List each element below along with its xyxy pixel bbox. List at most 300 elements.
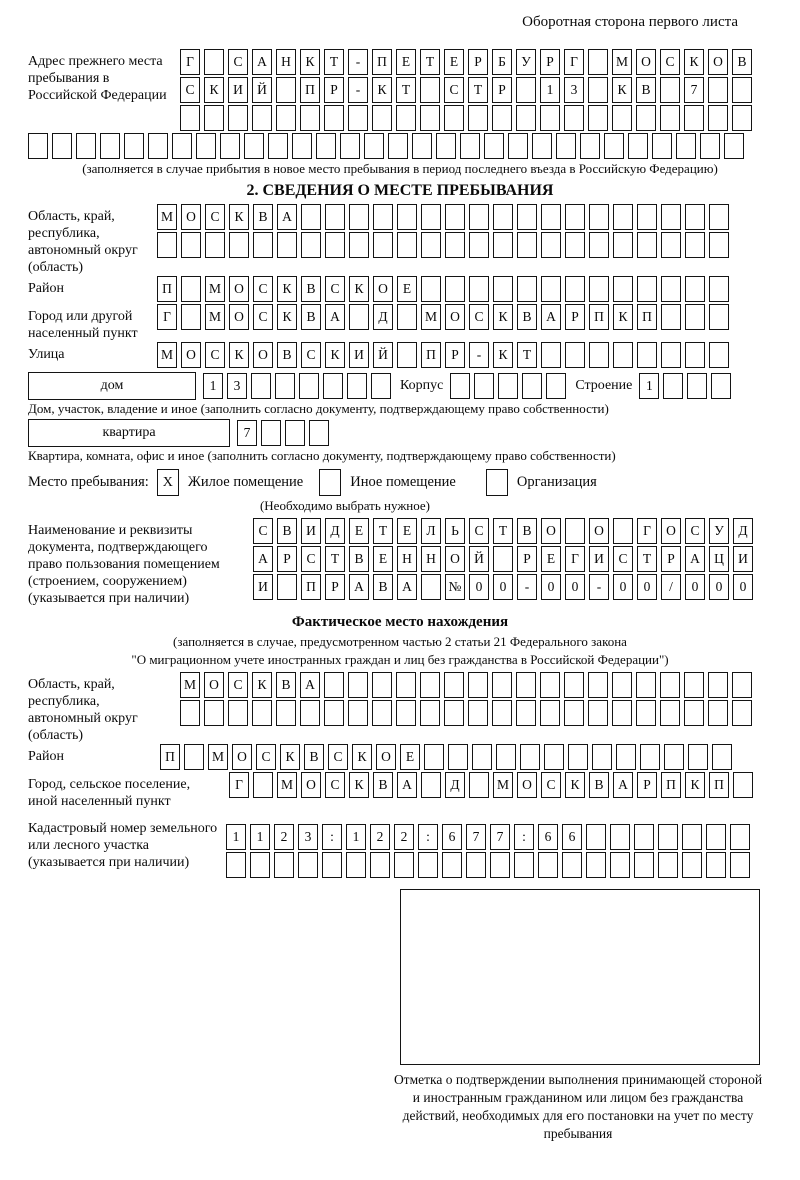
char-cell[interactable]: Г <box>229 772 249 798</box>
char-cell[interactable] <box>520 744 540 770</box>
char-cell[interactable] <box>634 852 654 878</box>
char-cell[interactable] <box>708 77 728 103</box>
char-cell[interactable]: В <box>301 276 321 302</box>
char-cell[interactable]: К <box>565 772 585 798</box>
char-cell[interactable] <box>250 852 270 878</box>
char-cell[interactable] <box>490 852 510 878</box>
char-cell[interactable] <box>468 672 488 698</box>
char-cell[interactable]: О <box>232 744 252 770</box>
char-cell[interactable]: М <box>612 49 632 75</box>
char-cell[interactable]: 3 <box>564 77 584 103</box>
char-cell[interactable] <box>517 232 537 258</box>
char-cell[interactable] <box>564 105 584 131</box>
char-cell[interactable] <box>421 772 441 798</box>
char-cell[interactable]: П <box>709 772 729 798</box>
char-cell[interactable]: И <box>301 518 321 544</box>
char-cell[interactable] <box>181 232 201 258</box>
char-cell[interactable] <box>514 852 534 878</box>
char-cell[interactable] <box>372 672 392 698</box>
char-cell[interactable]: С <box>256 744 276 770</box>
char-cell[interactable]: 0 <box>493 574 513 600</box>
char-cell[interactable]: 1 <box>226 824 246 850</box>
char-cell[interactable]: Е <box>400 744 420 770</box>
char-cell[interactable] <box>636 105 656 131</box>
char-cell[interactable] <box>28 133 48 159</box>
char-cell[interactable] <box>685 304 705 330</box>
char-cell[interactable]: С <box>444 77 464 103</box>
char-cell[interactable]: О <box>445 304 465 330</box>
char-cell[interactable]: М <box>277 772 297 798</box>
char-cell[interactable]: : <box>322 824 342 850</box>
char-cell[interactable] <box>661 276 681 302</box>
char-cell[interactable]: Е <box>541 546 561 572</box>
char-cell[interactable] <box>588 700 608 726</box>
char-cell[interactable]: К <box>685 772 705 798</box>
char-cell[interactable] <box>684 672 704 698</box>
char-cell[interactable] <box>637 276 657 302</box>
char-cell[interactable]: М <box>180 672 200 698</box>
char-cell[interactable] <box>348 672 368 698</box>
char-cell[interactable] <box>588 105 608 131</box>
char-cell[interactable] <box>100 133 120 159</box>
char-cell[interactable] <box>613 518 633 544</box>
char-cell[interactable]: О <box>661 518 681 544</box>
char-cell[interactable] <box>685 204 705 230</box>
char-cell[interactable] <box>541 232 561 258</box>
char-cell[interactable] <box>300 105 320 131</box>
char-cell[interactable] <box>450 373 470 399</box>
char-cell[interactable] <box>445 204 465 230</box>
char-cell[interactable] <box>324 105 344 131</box>
char-cell[interactable] <box>444 672 464 698</box>
char-cell[interactable]: П <box>372 49 392 75</box>
char-cell[interactable]: К <box>493 304 513 330</box>
char-cell[interactable]: Р <box>540 49 560 75</box>
char-cell[interactable]: Р <box>277 546 297 572</box>
char-cell[interactable]: Р <box>661 546 681 572</box>
char-cell[interactable]: В <box>253 204 273 230</box>
char-cell[interactable] <box>181 304 201 330</box>
char-cell[interactable] <box>708 700 728 726</box>
char-cell[interactable]: П <box>589 304 609 330</box>
char-cell[interactable]: Т <box>325 546 345 572</box>
char-cell[interactable]: Л <box>421 518 441 544</box>
char-cell[interactable] <box>658 824 678 850</box>
char-cell[interactable] <box>612 105 632 131</box>
char-cell[interactable]: С <box>253 276 273 302</box>
char-cell[interactable]: Е <box>349 518 369 544</box>
char-cell[interactable] <box>612 672 632 698</box>
char-cell[interactable] <box>613 232 633 258</box>
char-cell[interactable]: И <box>253 574 273 600</box>
char-cell[interactable] <box>371 373 391 399</box>
char-cell[interactable] <box>516 105 536 131</box>
char-cell[interactable] <box>397 304 417 330</box>
char-cell[interactable] <box>226 852 246 878</box>
char-cell[interactable]: П <box>301 574 321 600</box>
char-cell[interactable] <box>172 133 192 159</box>
char-cell[interactable] <box>685 276 705 302</box>
char-cell[interactable]: 7 <box>466 824 486 850</box>
char-cell[interactable]: Р <box>565 304 585 330</box>
char-cell[interactable] <box>706 852 726 878</box>
char-cell[interactable] <box>661 232 681 258</box>
char-cell[interactable]: Г <box>637 518 657 544</box>
char-cell[interactable] <box>373 232 393 258</box>
char-cell[interactable]: О <box>541 518 561 544</box>
char-cell[interactable] <box>616 744 636 770</box>
char-cell[interactable] <box>546 373 566 399</box>
char-cell[interactable] <box>448 744 468 770</box>
char-cell[interactable] <box>712 744 732 770</box>
char-cell[interactable]: Т <box>420 49 440 75</box>
char-cell[interactable]: О <box>301 772 321 798</box>
char-cell[interactable] <box>298 852 318 878</box>
char-cell[interactable] <box>660 672 680 698</box>
char-cell[interactable] <box>276 700 296 726</box>
char-cell[interactable] <box>180 700 200 726</box>
char-cell[interactable]: В <box>276 672 296 698</box>
char-cell[interactable]: К <box>300 49 320 75</box>
char-cell[interactable]: 0 <box>733 574 753 600</box>
char-cell[interactable]: О <box>181 204 201 230</box>
char-cell[interactable] <box>612 700 632 726</box>
char-cell[interactable] <box>636 700 656 726</box>
char-cell[interactable]: 7 <box>684 77 704 103</box>
char-cell[interactable] <box>325 204 345 230</box>
char-cell[interactable] <box>436 133 456 159</box>
char-cell[interactable]: : <box>514 824 534 850</box>
char-cell[interactable] <box>589 342 609 368</box>
char-cell[interactable] <box>274 852 294 878</box>
char-cell[interactable] <box>472 744 492 770</box>
char-cell[interactable] <box>730 852 750 878</box>
char-cell[interactable]: А <box>253 546 273 572</box>
char-cell[interactable]: С <box>180 77 200 103</box>
char-cell[interactable] <box>496 744 516 770</box>
char-cell[interactable]: Т <box>324 49 344 75</box>
char-cell[interactable] <box>469 276 489 302</box>
char-cell[interactable]: Ц <box>709 546 729 572</box>
char-cell[interactable] <box>564 672 584 698</box>
char-cell[interactable] <box>474 373 494 399</box>
char-cell[interactable]: Г <box>564 49 584 75</box>
char-cell[interactable]: Й <box>252 77 272 103</box>
char-cell[interactable]: С <box>328 744 348 770</box>
char-cell[interactable]: Й <box>373 342 393 368</box>
char-cell[interactable]: К <box>204 77 224 103</box>
char-cell[interactable] <box>261 420 281 446</box>
char-cell[interactable] <box>610 824 630 850</box>
char-cell[interactable] <box>324 700 344 726</box>
char-cell[interactable] <box>586 852 606 878</box>
char-cell[interactable] <box>228 700 248 726</box>
char-cell[interactable]: Д <box>325 518 345 544</box>
char-cell[interactable] <box>412 133 432 159</box>
char-cell[interactable] <box>517 204 537 230</box>
char-cell[interactable]: 0 <box>709 574 729 600</box>
char-cell[interactable]: О <box>589 518 609 544</box>
char-cell[interactable]: П <box>157 276 177 302</box>
char-cell[interactable]: Е <box>397 518 417 544</box>
char-cell[interactable] <box>196 133 216 159</box>
char-cell[interactable]: И <box>349 342 369 368</box>
char-cell[interactable] <box>444 105 464 131</box>
char-cell[interactable]: М <box>205 276 225 302</box>
char-cell[interactable]: П <box>300 77 320 103</box>
char-cell[interactable]: К <box>613 304 633 330</box>
char-cell[interactable]: И <box>733 546 753 572</box>
char-cell[interactable] <box>309 420 329 446</box>
char-cell[interactable] <box>420 105 440 131</box>
char-cell[interactable] <box>516 77 536 103</box>
char-cell[interactable]: Е <box>397 276 417 302</box>
char-cell[interactable]: Н <box>421 546 441 572</box>
char-cell[interactable] <box>180 105 200 131</box>
char-cell[interactable] <box>181 276 201 302</box>
char-cell[interactable]: А <box>541 304 561 330</box>
char-cell[interactable]: К <box>325 342 345 368</box>
char-cell[interactable] <box>229 232 249 258</box>
char-cell[interactable]: О <box>229 276 249 302</box>
char-cell[interactable] <box>316 133 336 159</box>
char-cell[interactable] <box>709 232 729 258</box>
char-cell[interactable] <box>76 133 96 159</box>
char-cell[interactable] <box>228 105 248 131</box>
char-cell[interactable]: Т <box>637 546 657 572</box>
char-cell[interactable] <box>565 276 585 302</box>
char-cell[interactable] <box>724 133 744 159</box>
char-cell[interactable] <box>276 105 296 131</box>
char-cell[interactable]: Т <box>493 518 513 544</box>
char-cell[interactable]: А <box>613 772 633 798</box>
char-cell[interactable] <box>349 204 369 230</box>
char-cell[interactable] <box>396 700 416 726</box>
char-cell[interactable] <box>589 276 609 302</box>
char-cell[interactable] <box>252 700 272 726</box>
char-cell[interactable] <box>347 373 367 399</box>
char-cell[interactable] <box>492 672 512 698</box>
char-cell[interactable] <box>322 852 342 878</box>
char-cell[interactable]: Р <box>324 77 344 103</box>
char-cell[interactable]: С <box>469 304 489 330</box>
char-cell[interactable] <box>220 133 240 159</box>
char-cell[interactable]: А <box>325 304 345 330</box>
char-cell[interactable] <box>565 518 585 544</box>
char-cell[interactable]: К <box>280 744 300 770</box>
char-cell[interactable] <box>493 204 513 230</box>
char-cell[interactable] <box>493 276 513 302</box>
char-cell[interactable] <box>684 105 704 131</box>
char-cell[interactable]: 3 <box>298 824 318 850</box>
char-cell[interactable] <box>421 276 441 302</box>
char-cell[interactable] <box>588 77 608 103</box>
char-cell[interactable] <box>372 700 392 726</box>
char-cell[interactable]: М <box>205 304 225 330</box>
char-cell[interactable] <box>562 852 582 878</box>
char-cell[interactable]: С <box>660 49 680 75</box>
char-cell[interactable] <box>205 232 225 258</box>
checkbox-organization[interactable] <box>486 469 508 496</box>
char-cell[interactable] <box>730 824 750 850</box>
char-cell[interactable]: О <box>445 546 465 572</box>
char-cell[interactable] <box>275 373 295 399</box>
char-cell[interactable] <box>640 744 660 770</box>
char-cell[interactable]: 0 <box>565 574 585 600</box>
char-cell[interactable] <box>684 700 704 726</box>
char-cell[interactable] <box>460 133 480 159</box>
char-cell[interactable] <box>711 373 731 399</box>
char-cell[interactable] <box>348 105 368 131</box>
char-cell[interactable]: Г <box>565 546 585 572</box>
char-cell[interactable]: В <box>373 772 393 798</box>
char-cell[interactable]: М <box>208 744 228 770</box>
char-cell[interactable]: В <box>732 49 752 75</box>
char-cell[interactable] <box>733 772 753 798</box>
char-cell[interactable]: М <box>493 772 513 798</box>
char-cell[interactable]: В <box>636 77 656 103</box>
char-cell[interactable] <box>709 204 729 230</box>
char-cell[interactable]: К <box>352 744 372 770</box>
char-cell[interactable] <box>396 672 416 698</box>
char-cell[interactable] <box>253 772 273 798</box>
char-cell[interactable]: 1 <box>540 77 560 103</box>
char-cell[interactable] <box>148 133 168 159</box>
char-cell[interactable] <box>564 700 584 726</box>
char-cell[interactable]: К <box>684 49 704 75</box>
char-cell[interactable] <box>700 133 720 159</box>
char-cell[interactable] <box>660 700 680 726</box>
char-cell[interactable]: 6 <box>442 824 462 850</box>
char-cell[interactable] <box>301 204 321 230</box>
char-cell[interactable]: / <box>661 574 681 600</box>
char-cell[interactable]: В <box>301 304 321 330</box>
char-cell[interactable] <box>349 232 369 258</box>
char-cell[interactable] <box>442 852 462 878</box>
char-cell[interactable] <box>556 133 576 159</box>
char-cell[interactable] <box>613 276 633 302</box>
char-cell[interactable]: С <box>469 518 489 544</box>
char-cell[interactable]: Р <box>445 342 465 368</box>
char-cell[interactable] <box>610 852 630 878</box>
char-cell[interactable]: К <box>252 672 272 698</box>
char-cell[interactable]: О <box>181 342 201 368</box>
char-cell[interactable] <box>394 852 414 878</box>
char-cell[interactable] <box>493 546 513 572</box>
char-cell[interactable] <box>421 204 441 230</box>
char-cell[interactable]: В <box>304 744 324 770</box>
char-cell[interactable] <box>522 373 542 399</box>
char-cell[interactable] <box>540 105 560 131</box>
char-cell[interactable] <box>541 276 561 302</box>
char-cell[interactable] <box>637 342 657 368</box>
char-cell[interactable]: Т <box>517 342 537 368</box>
char-cell[interactable] <box>396 105 416 131</box>
char-cell[interactable]: Т <box>373 518 393 544</box>
char-cell[interactable]: Р <box>517 546 537 572</box>
checkbox-residential[interactable]: X <box>157 469 179 496</box>
char-cell[interactable]: 7 <box>237 420 257 446</box>
char-cell[interactable]: 0 <box>637 574 657 600</box>
char-cell[interactable]: С <box>301 342 321 368</box>
char-cell[interactable] <box>517 276 537 302</box>
char-cell[interactable] <box>292 133 312 159</box>
char-cell[interactable]: Е <box>373 546 393 572</box>
char-cell[interactable] <box>364 133 384 159</box>
char-cell[interactable] <box>466 852 486 878</box>
char-cell[interactable] <box>468 700 488 726</box>
char-cell[interactable]: К <box>349 772 369 798</box>
char-cell[interactable] <box>732 77 752 103</box>
char-cell[interactable] <box>252 105 272 131</box>
char-cell[interactable] <box>418 852 438 878</box>
char-cell[interactable] <box>544 744 564 770</box>
char-cell[interactable] <box>586 824 606 850</box>
char-cell[interactable]: - <box>348 49 368 75</box>
char-cell[interactable] <box>349 304 369 330</box>
char-cell[interactable] <box>568 744 588 770</box>
char-cell[interactable] <box>421 232 441 258</box>
char-cell[interactable]: А <box>252 49 272 75</box>
char-cell[interactable] <box>421 574 441 600</box>
char-cell[interactable]: К <box>229 204 249 230</box>
char-cell[interactable] <box>688 744 708 770</box>
char-cell[interactable] <box>682 852 702 878</box>
char-cell[interactable] <box>508 133 528 159</box>
char-cell[interactable] <box>637 232 657 258</box>
char-cell[interactable] <box>277 574 297 600</box>
char-cell[interactable] <box>372 105 392 131</box>
char-cell[interactable] <box>184 744 204 770</box>
char-cell[interactable] <box>324 672 344 698</box>
char-cell[interactable]: С <box>325 276 345 302</box>
char-cell[interactable]: И <box>228 77 248 103</box>
char-cell[interactable] <box>493 232 513 258</box>
char-cell[interactable] <box>157 232 177 258</box>
char-cell[interactable]: 2 <box>274 824 294 850</box>
char-cell[interactable]: У <box>709 518 729 544</box>
char-cell[interactable] <box>565 232 585 258</box>
char-cell[interactable]: 1 <box>250 824 270 850</box>
char-cell[interactable] <box>469 232 489 258</box>
char-cell[interactable] <box>652 133 672 159</box>
char-cell[interactable] <box>268 133 288 159</box>
char-cell[interactable]: М <box>421 304 441 330</box>
char-cell[interactable] <box>732 700 752 726</box>
char-cell[interactable] <box>204 49 224 75</box>
char-cell[interactable] <box>373 204 393 230</box>
char-cell[interactable]: 0 <box>613 574 633 600</box>
char-cell[interactable]: Ь <box>445 518 465 544</box>
char-cell[interactable]: С <box>205 342 225 368</box>
char-cell[interactable]: О <box>204 672 224 698</box>
char-cell[interactable] <box>299 373 319 399</box>
char-cell[interactable] <box>420 77 440 103</box>
char-cell[interactable]: 6 <box>562 824 582 850</box>
char-cell[interactable] <box>709 276 729 302</box>
char-cell[interactable] <box>346 852 366 878</box>
char-cell[interactable] <box>52 133 72 159</box>
char-cell[interactable] <box>580 133 600 159</box>
char-cell[interactable]: № <box>445 574 465 600</box>
char-cell[interactable]: В <box>517 304 537 330</box>
char-cell[interactable]: Е <box>396 49 416 75</box>
char-cell[interactable]: Т <box>468 77 488 103</box>
char-cell[interactable]: В <box>349 546 369 572</box>
char-cell[interactable]: Г <box>157 304 177 330</box>
char-cell[interactable] <box>516 672 536 698</box>
char-cell[interactable]: А <box>300 672 320 698</box>
